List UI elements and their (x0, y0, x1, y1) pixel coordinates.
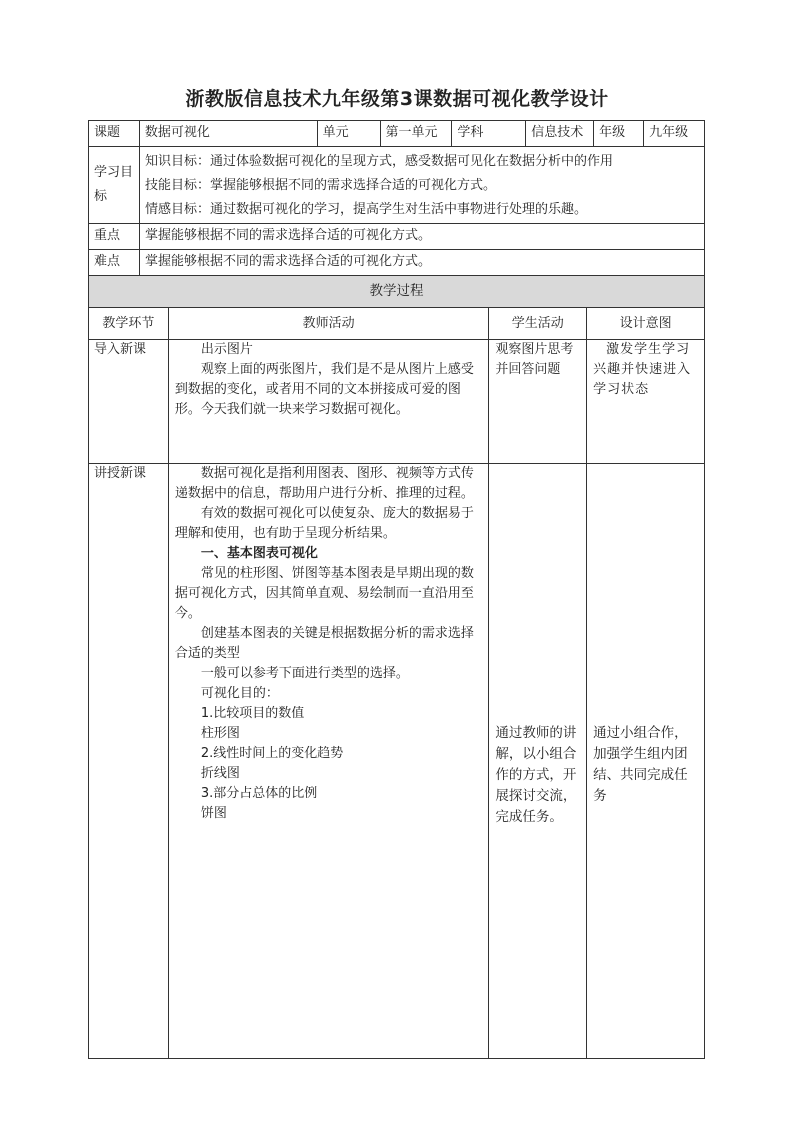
intro-intent: 激发学生学习兴趣并快速进入学习状态 (587, 340, 705, 464)
goals-row (88, 147, 705, 224)
teach-teacher (169, 464, 489, 1059)
goal-emotion: 情感目标：通过数据可视化的学习，提高学生对生活中事物进行处理的乐趣。 (144, 202, 587, 217)
difficult-point-value: 掌握能够根据不同的需求选择合适的可视化方式。 (140, 250, 705, 276)
intro-teacher-line: 出示图片 (200, 342, 253, 357)
teach-paragraph: 常见的柱形图、饼图等基本图表是早期出现的数据可视化方式，因其简单直观、易绘制而一直沿用至今。 (174, 566, 474, 621)
key-point-label: 重点 (89, 224, 140, 250)
grade-value: 九年级 (644, 120, 705, 147)
goals-label: 学习目标 (89, 147, 140, 224)
teach-row (88, 464, 705, 1059)
teach-heading: 一、基本图表可视化 (200, 546, 318, 561)
teach-list-item: 饼图 (200, 806, 227, 821)
teach-paragraph: 数据可视化是指利用图表、图形、视频等方式传递数据中的信息，帮助用户进行分析、推理的过程。 (174, 466, 474, 501)
teach-list-item: 1.比较项目的数值 (200, 706, 305, 721)
goals-content (140, 147, 705, 224)
key-point-value: 掌握能够根据不同的需求选择合适的可视化方式。 (140, 224, 705, 250)
goal-knowledge: 知识目标：通过体验数据可视化的呈现方式，感受数据可见化在数据分析中的作用 (144, 154, 613, 169)
difficult-point-label: 难点 (89, 250, 140, 276)
column-teacher: 教师活动 (169, 308, 489, 340)
intro-student: 观察图片思考并回答问题 (489, 340, 587, 464)
lesson-plan-table (88, 120, 705, 1059)
column-intent: 设计意图 (587, 308, 705, 340)
teach-list-item: 折线图 (200, 766, 240, 781)
teach-paragraph: 可视化目的： (200, 686, 279, 701)
teach-paragraph: 创建基本图表的关键是根据数据分析的需求选择合适的类型 (174, 626, 474, 661)
unit-value: 第一单元 (381, 120, 453, 147)
info-row (88, 120, 705, 147)
column-student: 学生活动 (489, 308, 587, 340)
intro-stage: 导入新课 (89, 340, 169, 464)
teach-list-item: 3.部分占总体的比例 (200, 786, 318, 801)
teach-list-item: 柱形图 (200, 726, 240, 741)
teach-student: 通过教师的讲解，以小组合作的方式，开展探讨交流，完成任务。 (489, 464, 587, 1059)
topic-value: 数据可视化 (140, 120, 318, 147)
intro-teacher-paragraph: 观察上面的两张图片，我们是不是从图片上感受到数据的变化，或者用不同的文本拼接成可爱的图形。今天我们就一块来学习数据可视化。 (174, 362, 474, 417)
grade-label: 年级 (594, 120, 644, 147)
subject-label: 学科 (452, 120, 526, 147)
unit-label: 单元 (318, 120, 381, 147)
intro-teacher (169, 340, 489, 464)
process-header: 教学过程 (89, 276, 705, 308)
intro-row (88, 340, 705, 464)
difficult-point-row (88, 250, 705, 276)
teach-paragraph: 一般可以参考下面进行类型的选择。 (200, 666, 409, 681)
teach-paragraph: 有效的数据可视化可以使复杂、庞大的数据易于理解和使用，也有助于呈现分析结果。 (174, 506, 474, 541)
subject-value: 信息技术 (526, 120, 594, 147)
column-stage: 教学环节 (89, 308, 169, 340)
goal-skill: 技能目标：掌握能够根据不同的需求选择合适的可视化方式。 (144, 178, 496, 193)
key-point-row (88, 224, 705, 250)
teach-intent: 通过小组合作，加强学生组内团结、共同完成任务 (587, 464, 705, 1059)
column-header-row (88, 308, 705, 340)
teach-list-item: 2.线性时间上的变化趋势 (200, 746, 344, 761)
document-title: 浙教版信息技术九年级第3课数据可视化教学设计 (185, 88, 609, 110)
topic-label: 课题 (89, 120, 140, 147)
process-header-row (88, 276, 705, 308)
teach-stage: 讲授新课 (89, 464, 169, 1059)
